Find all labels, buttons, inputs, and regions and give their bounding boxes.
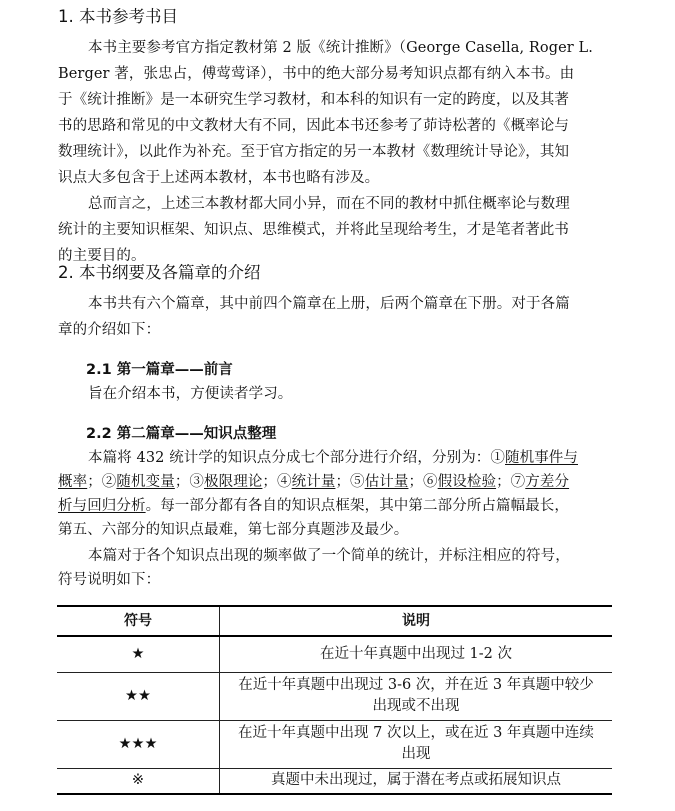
para-line: 书的思路和常见的中文教材大有不同，因此本书还参考了茆诗松著的《概率论与 xyxy=(58,118,569,134)
link-hypothesis-testing[interactable]: 假设检验 xyxy=(437,474,497,490)
text-span: ；③ xyxy=(174,474,205,490)
description-line: 出现 xyxy=(401,746,431,762)
text-span: ；⑦ xyxy=(496,474,526,490)
para-line: Berger 著，张忠占，傅莺莺译），书中的绝大部分易考知识点都有纳入本书。由 xyxy=(58,66,575,82)
text-span: 本篇将 432 统计学的知识点分成七个部分进行介绍，分别为：① xyxy=(88,450,505,466)
subsection-2-2-heading: 2.2 第二篇章——知识点整理 xyxy=(86,426,277,442)
link-random-variables[interactable]: 随机变量 xyxy=(116,474,175,490)
description-cell xyxy=(220,768,613,794)
text-span: 。每一部分都有各自的知识点框架，其中第二部分所占篇幅最长， xyxy=(145,498,570,514)
link-statistics[interactable]: 统计量 xyxy=(291,474,336,490)
para-line: 总而言之，上述三本教材都大同小异，而在不同的教材中抓住概率论与数理 xyxy=(88,196,570,212)
symbol-cell: ★★★ xyxy=(57,720,220,768)
description-line: 在近十年真题中出现过 1-2 次 xyxy=(319,645,513,662)
para-line: 识点大多包含于上述两本教材，本书也略有涉及。 xyxy=(58,170,380,186)
symbol-cell: ★★ xyxy=(57,672,220,720)
symbol-cell: ※ xyxy=(57,768,220,794)
text-span: ；⑤ xyxy=(335,474,365,490)
table-header-row xyxy=(57,606,612,636)
para-line: 旨在介绍本书，方便读者学习。 xyxy=(88,386,293,402)
description-cell xyxy=(220,672,613,720)
header-symbol: 符号 xyxy=(57,606,220,636)
para-line xyxy=(88,448,578,468)
para-line: 于《统计推断》是一本研究生学习教材，和本科的知识有一定的跨度，以及其著 xyxy=(58,92,569,108)
section-1-heading: 1. 本书参考书目 xyxy=(58,7,178,26)
symbol-table xyxy=(57,605,612,795)
para-line: 章的介绍如下： xyxy=(58,322,161,338)
description-line: 在近十年真题中出现过 3-6 次，并在近 3 年真题中较少 xyxy=(238,677,594,693)
para-line xyxy=(58,472,569,492)
link-anova-regression[interactable]: 方差分 xyxy=(525,474,570,490)
link-random-events[interactable]: 随机事件与 xyxy=(505,450,578,466)
link-random-events-cont[interactable]: 概率 xyxy=(58,474,88,490)
link-estimators[interactable]: 估计量 xyxy=(364,474,409,490)
link-anova-regression-cont[interactable]: 析与回归分析 xyxy=(58,498,146,514)
text-span: ；② xyxy=(87,474,117,490)
para-line: 符号说明如下： xyxy=(58,572,161,588)
para-line: 本书主要参考官方指定教材第 2 版《统计推断》（George Casella, Roger L. xyxy=(88,40,593,56)
description-line: 真题中未出现过，属于潜在考点或拓展知识点 xyxy=(271,772,561,789)
para-line: 统计的主要知识框架、知识点、思维模式，并将此呈现给考生，才是笔者著此书 xyxy=(58,222,569,238)
link-limit-theory[interactable]: 极限理论 xyxy=(204,474,263,490)
table-row xyxy=(57,636,612,672)
table-row xyxy=(57,768,612,794)
table-row xyxy=(57,720,612,768)
description-cell xyxy=(220,720,613,768)
para-line: 本篇对于各个知识点出现的频率做了一个简单的统计，并标注相应的符号， xyxy=(88,548,570,564)
para-line: 的主要目的。 xyxy=(58,248,146,264)
para-line xyxy=(58,496,569,516)
para-line: 数理统计》，以此作为补充。至于官方指定的另一本教材《数理统计导论》，其知 xyxy=(58,144,570,160)
text-span: ；⑥ xyxy=(408,474,438,490)
description-line: 在近十年真题中出现 7 次以上，或在近 3 年真题中连续 xyxy=(238,725,594,741)
section-2-heading: 2. 本书纲要及各篇章的介绍 xyxy=(58,263,261,282)
text-span: ；④ xyxy=(262,474,292,490)
description-line: 出现或不出现 xyxy=(372,698,460,714)
para-line: 本书共有六个篇章，其中前四个篇章在上册，后两个篇章在下册。对于各篇 xyxy=(88,296,570,312)
para-line: 第五、六部分的知识点最难，第七部分真题涉及最少。 xyxy=(58,522,409,538)
symbol-cell: ★ xyxy=(57,636,220,672)
header-description: 说明 xyxy=(220,606,613,636)
description-cell xyxy=(220,636,613,672)
subsection-2-1-heading: 2.1 第一篇章——前言 xyxy=(86,362,233,378)
table-row xyxy=(57,672,612,720)
